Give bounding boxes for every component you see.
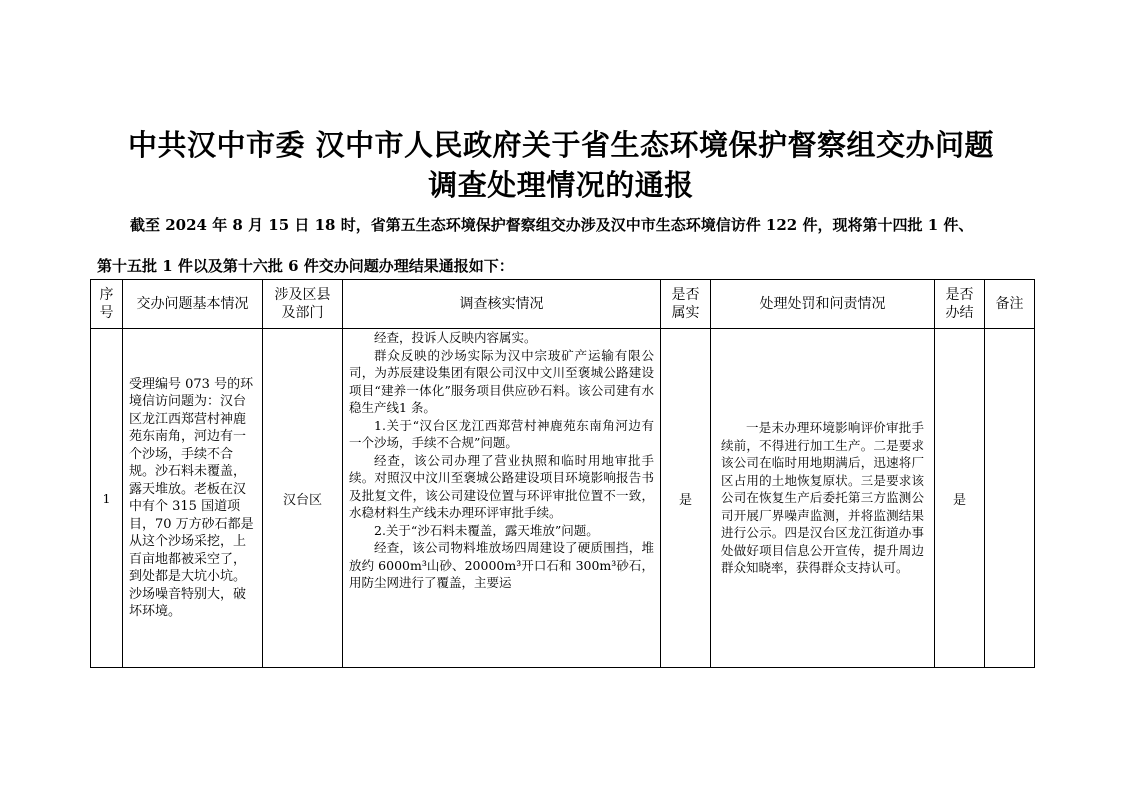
investigation-paragraph: 经查，投诉人反映内容属实。 bbox=[374, 330, 537, 345]
header-penalty: 处理处罚和问责情况 bbox=[711, 280, 935, 329]
report-table bbox=[90, 279, 1035, 668]
cell-investigation bbox=[343, 329, 661, 668]
intro-line-2: 第十五批 1 件以及第十六批 6 件交办问题办理结果通报如下： bbox=[97, 257, 514, 275]
penalty-text: 一是未办理环境影响评价审批手续前，不得进行加工生产。二是要求该公司在临时用地期满后，迅速将厂区占用的土地恢复原状。三是要求该公司在恢复生产后委托第三方监测公司开展厂界噪声监测，并将监测结果进行公示。四是汉台区龙江街道办事处做好项目信息公开宣传，提升周边群众知晓率，获得群众支持认可。 bbox=[721, 420, 924, 576]
header-remark: 备注 bbox=[985, 280, 1035, 329]
intro-line-1: 截至 2024 年 8 月 15 日 18 时，省第五生态环境保护督察组交办涉及汉中市生态环境信访件 122 件，现将第十四批 1 件、 bbox=[130, 216, 974, 234]
cell-concluded: 是 bbox=[935, 329, 985, 668]
cell-district: 汉台区 bbox=[263, 329, 343, 668]
investigation-paragraph: 经查，该公司办理了营业执照和临时用地审批手续。对照汉中汶川至褒城公路建设项目环境影响报告书及批复文件，该公司建设位置与环评审批位置不一致，水稳材料生产线未办理环评审批手续。 bbox=[349, 452, 654, 520]
header-seq: 序号 bbox=[91, 280, 123, 329]
document-title-line-2: 调查处理情况的通报 bbox=[428, 168, 694, 202]
header-concluded: 是否办结 bbox=[935, 280, 985, 329]
cell-penalty bbox=[711, 329, 935, 668]
header-basic: 交办问题基本情况 bbox=[123, 280, 263, 329]
header-district: 涉及区县及部门 bbox=[263, 280, 343, 329]
cell-remark bbox=[985, 329, 1035, 668]
table-header-row bbox=[91, 280, 1035, 329]
investigation-paragraph: 经查，该公司物料堆放场四周建设了硬质围挡，堆放约 6000m³山砂、20000m³开口石和 300m³砂石，用防尘网进行了覆盖，主要运 bbox=[349, 540, 654, 590]
cell-seq: 1 bbox=[91, 329, 123, 668]
investigation-paragraph: 群众反映的沙场实际为汉中宗玻矿产运输有限公司，为苏辰建设集团有限公司汉中文川至褒城公路建设项目“建养一体化”服务项目供应砂石料。该公司建有水稳生产线1 条。 bbox=[349, 347, 654, 415]
cell-basic-situation: 受理编号 073 号的环境信访问题为：汉台区龙江西郑营村神鹿苑东南角，河边有一个沙场，手续不合规。沙石料未覆盖，露天堆放。老板在汉中有个 315 国道项目，70 万方砂石都是从这个沙场采挖，上百亩地都被采空了，到处都是大坑小坑。沙场噪音特别大，破坏环境。 bbox=[123, 329, 263, 668]
header-verified: 是否属实 bbox=[661, 280, 711, 329]
header-investigation: 调查核实情况 bbox=[343, 280, 661, 329]
table-row bbox=[91, 329, 1035, 668]
investigation-paragraph: 1.关于“汉台区龙江西郑营村神鹿苑东南角河边有一个沙场，手续不合规”问题。 bbox=[349, 417, 654, 450]
investigation-paragraph: 2.关于“沙石料未覆盖，露天堆放”问题。 bbox=[374, 522, 599, 538]
document-title-line-1: 中共汉中市委 汉中市人民政府关于省生态环境保护督察组交办问题 bbox=[127, 128, 995, 162]
cell-verified: 是 bbox=[661, 329, 711, 668]
